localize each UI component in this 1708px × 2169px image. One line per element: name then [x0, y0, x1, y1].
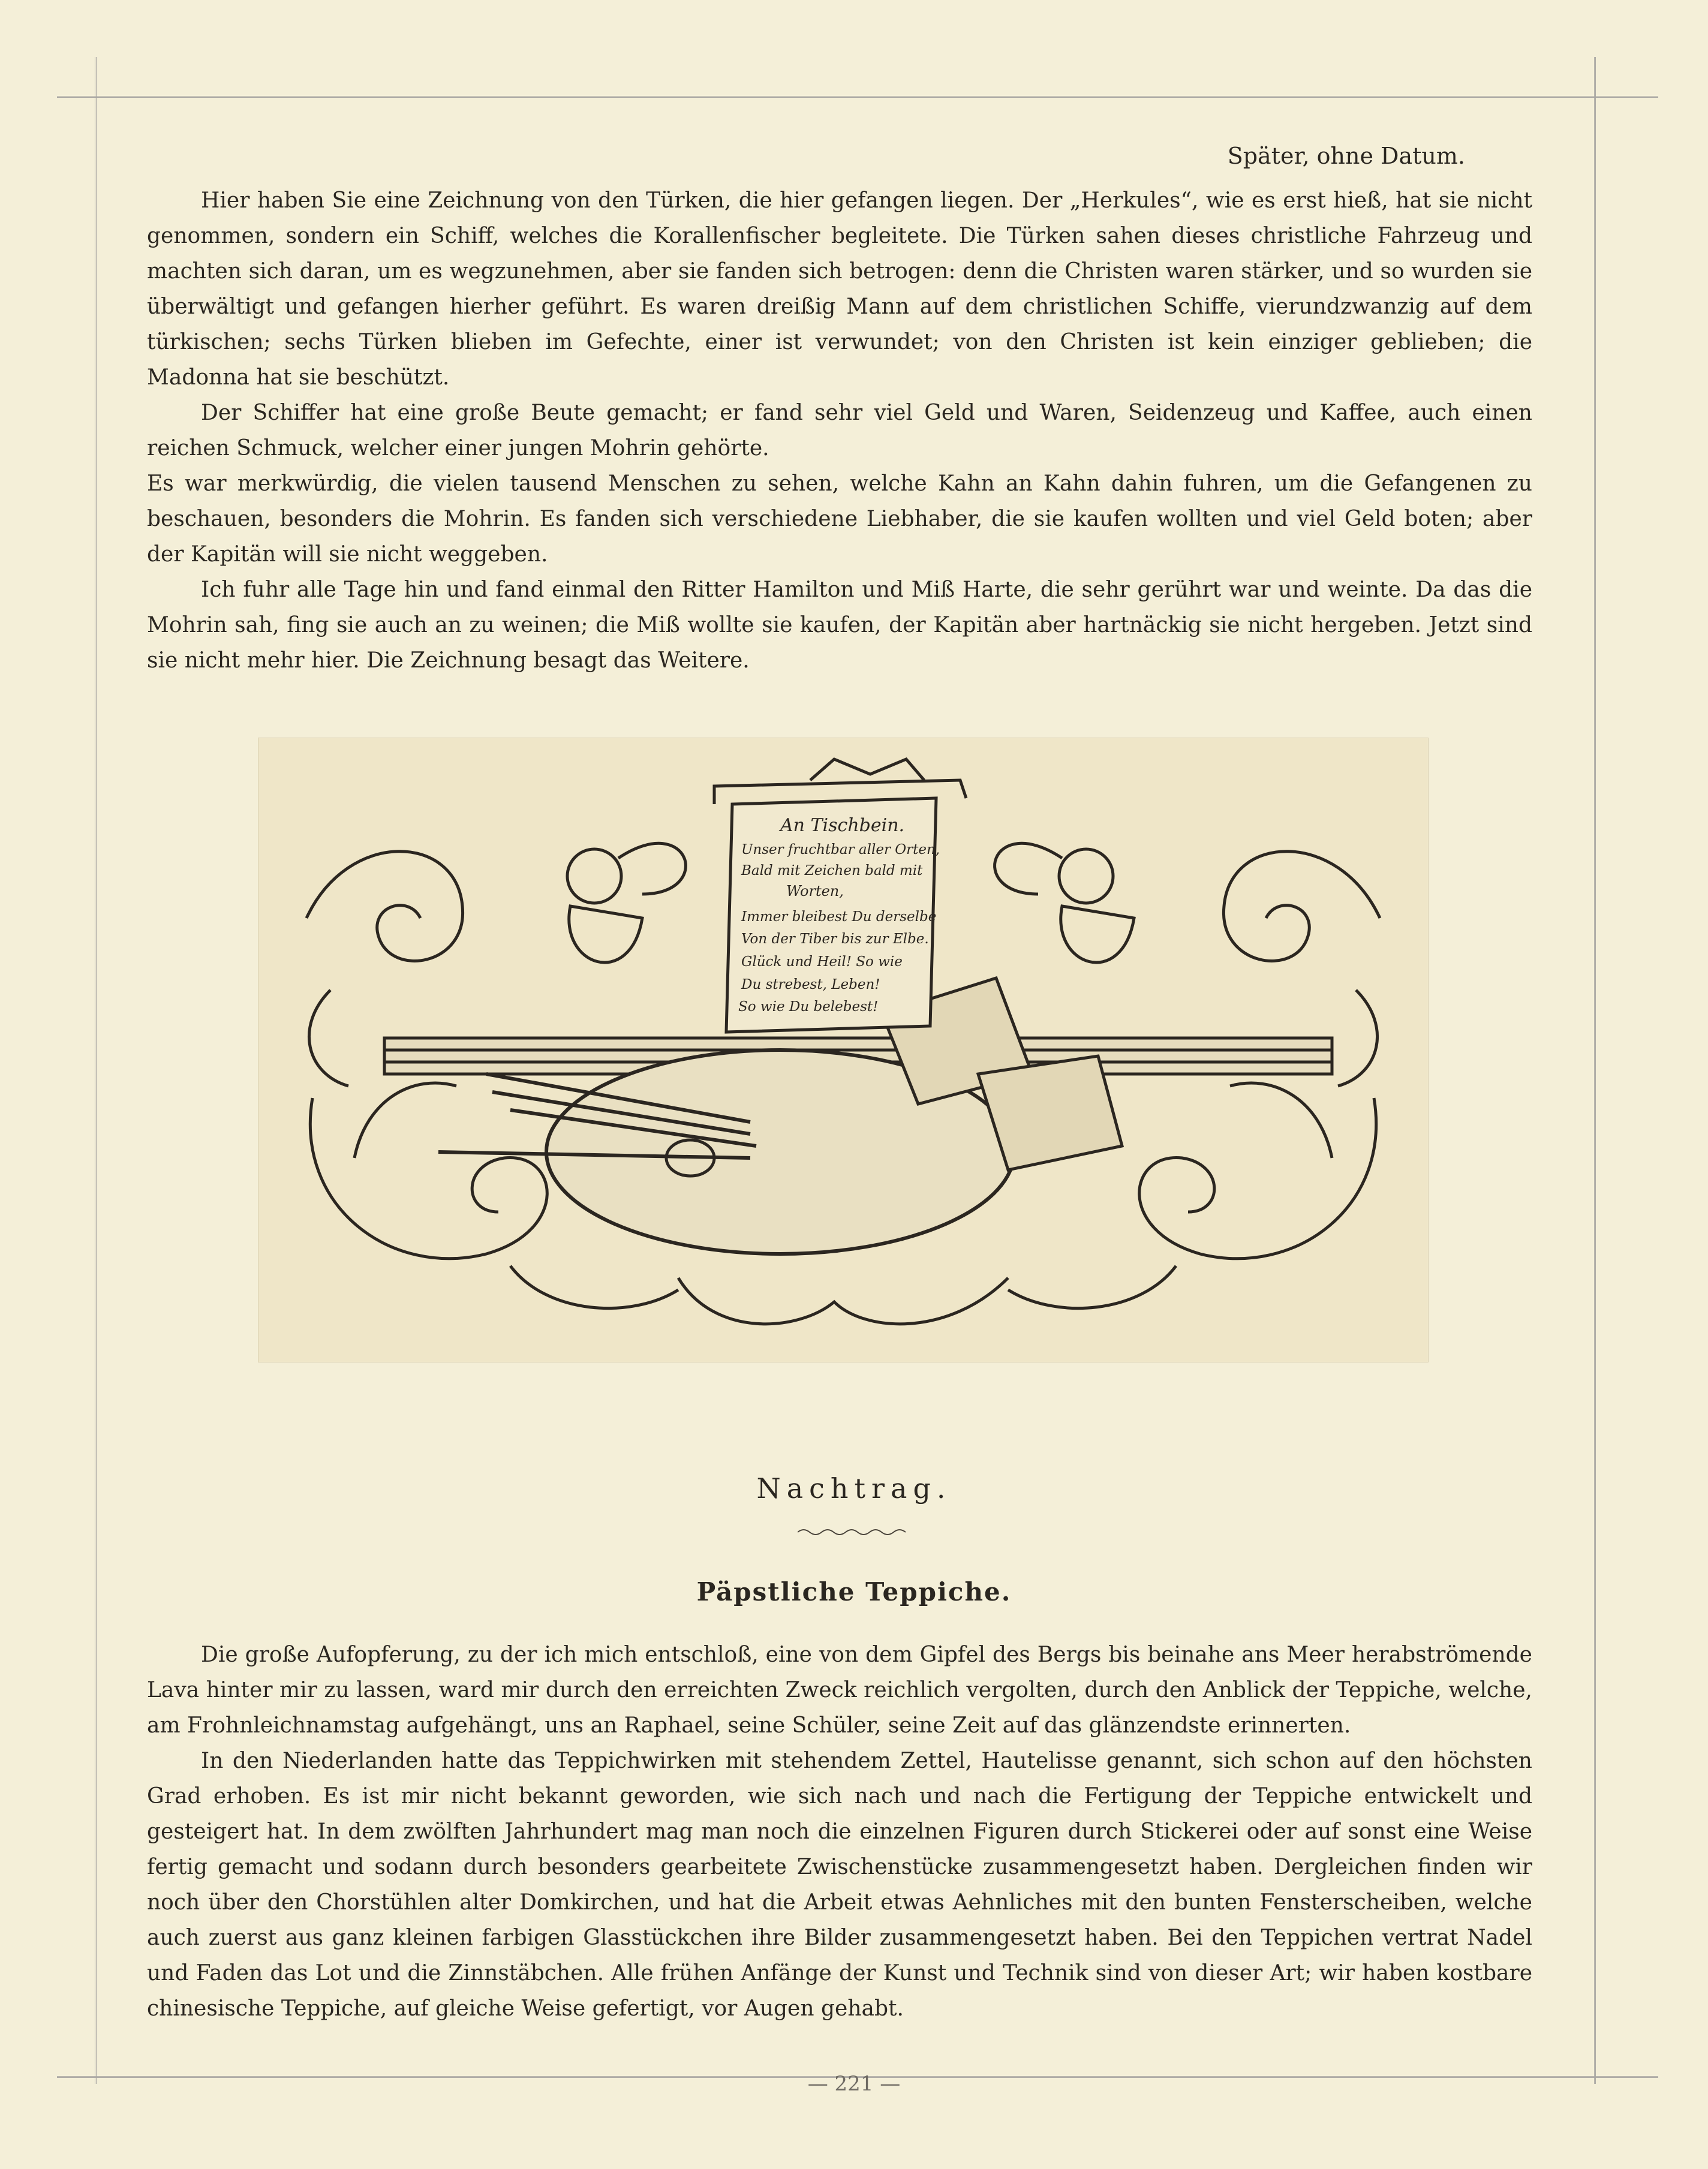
letter-paragraph: Es war merkwürdig, die vielen tausend Menschen zu sehen, welche Kahn an Kahn dahin fuhren, um die Gefangenen zu beschauen, besonders die Mohrin. Es fanden sich verschiedene Liebhaber, die sie kaufen wollten und viel Geld boten; aber der Kapitän will sie nicht weggeben. [147, 471, 1532, 567]
letter-paragraph: Der Schiffer hat eine große Beute gemacht; er fand sehr viel Geld und Waren, Seidenzeug und Kaffee, auch einen reichen Schmuck, welcher einer jungen Mohrin gehörte. [147, 401, 1532, 461]
banner-line: Bald mit Zeichen bald mit [741, 863, 923, 879]
banner-line: Unser fruchtbar aller Orten, [741, 842, 940, 858]
banner-line: Worten, [786, 883, 844, 900]
letter-paragraph: Hier haben Sie eine Zeichnung von den Türken, die hier gefangen liegen. Der „Herkules“, wie es erst hieß, hat sie nicht genommen, sondern ein Schiff, welches die Korallenfischer begleitete. Die Türken sahen dieses christliche Fahrzeug und machten sich daran, um es wegzunehmen, aber sie fanden sich betrogen: denn die Christen waren stärker, und so wurden sie überwältigt und gefangen hierher geführt. Es waren dreißig Mann auf dem christlichen Schiffe, vierundzwanzig auf dem türkischen; sechs Türken blieben im Gefechte, einer ist verwundet; von den Christen ist kein einziger geblieben; die Madonna hat sie beschützt. [147, 188, 1532, 390]
dateline: Später, ohne Datum. [1227, 143, 1465, 169]
banner-line: Glück und Heil! So wie [741, 954, 903, 970]
appendix-paragraph: Die große Aufopferung, zu der ich mich entschloß, eine von dem Gipfel des Bergs bis beinahe ans Meer herabströmende Lava hinter mir zu lassen, ward mir durch den erreichten Zweck reichlich vergolten, durch den Anblick der Teppiche, welche, am Frohnleichnamstag aufgehängt, uns an Raphael, seine Schüler, seine Zeit auf das glänzendste erinnerten. [147, 1642, 1532, 1738]
banner-line: So wie Du belebest! [738, 999, 879, 1015]
banner-line: An Tischbein. [780, 815, 905, 836]
appendix-paragraph: In den Niederlanden hatte das Teppichwirken mit stehendem Zettel, Hautelisse genannt, sich schon auf den höchsten Grad erhoben. Es ist mir nicht bekannt geworden, wie sich nach und nach die Fertigung der Teppiche entwickelt und gesteigert hat. In dem zwölften Jahrhundert mag man noch die einzelnen Figuren durch Stickerei oder auf sonst eine Weise fertig gemacht und sodann durch besonders gearbeitete Zwischenstücke zusammengesetzt haben. Dergleichen finden wir noch über den Chorstühlen alter Domkirchen, und hat die Arbeit etwas Aehnliches mit den bunten Fensterscheiben, welche auch zuerst aus ganz kleinen farbigen Glasstückchen ihre Bilder zusammengesetzt haben. Bei den Teppichen vertrat Nadel und Faden das Lot und die Zinnstäbchen. Alle frühen Anfänge der Kunst und Technik sind von dieser Art; wir haben kostbare chinesische Teppiche, auf gleiche Weise gefertigt, vor Augen gehabt. [147, 1749, 1532, 2021]
illustration-drawing [258, 738, 1428, 1362]
appendix-text [147, 1637, 1532, 2026]
page-number: — 221 — [807, 2072, 901, 2096]
frame-left-rule [95, 57, 97, 2084]
letter-paragraph: Ich fuhr alle Tage hin und fand einmal den Ritter Hamilton und Miß Harte, die sehr gerührt war und weinte. Da das die Mohrin sah, fing sie auch an zu weinen; die Miß wollte sie kaufen, der Kapitän aber hartnäckig sie nicht hergeben. Jetzt sind sie nicht mehr hier. Die Zeichnung besagt das Weitere. [147, 577, 1532, 673]
frame-top-rule [57, 96, 1658, 98]
title-squiggle-ornament [798, 1526, 912, 1538]
ornamental-illustration [258, 738, 1429, 1362]
letter-text [147, 183, 1532, 678]
section-subtitle: Päpstliche Teppiche. [696, 1577, 1012, 1607]
banner-line: Von der Tiber bis zur Elbe. [741, 931, 929, 947]
section-title: Nachtrag. [756, 1472, 952, 1505]
banner-line: Du strebest, Leben! [741, 977, 880, 992]
frame-right-rule [1594, 57, 1596, 2084]
banner-line: Immer bleibest Du derselbe [741, 909, 937, 925]
